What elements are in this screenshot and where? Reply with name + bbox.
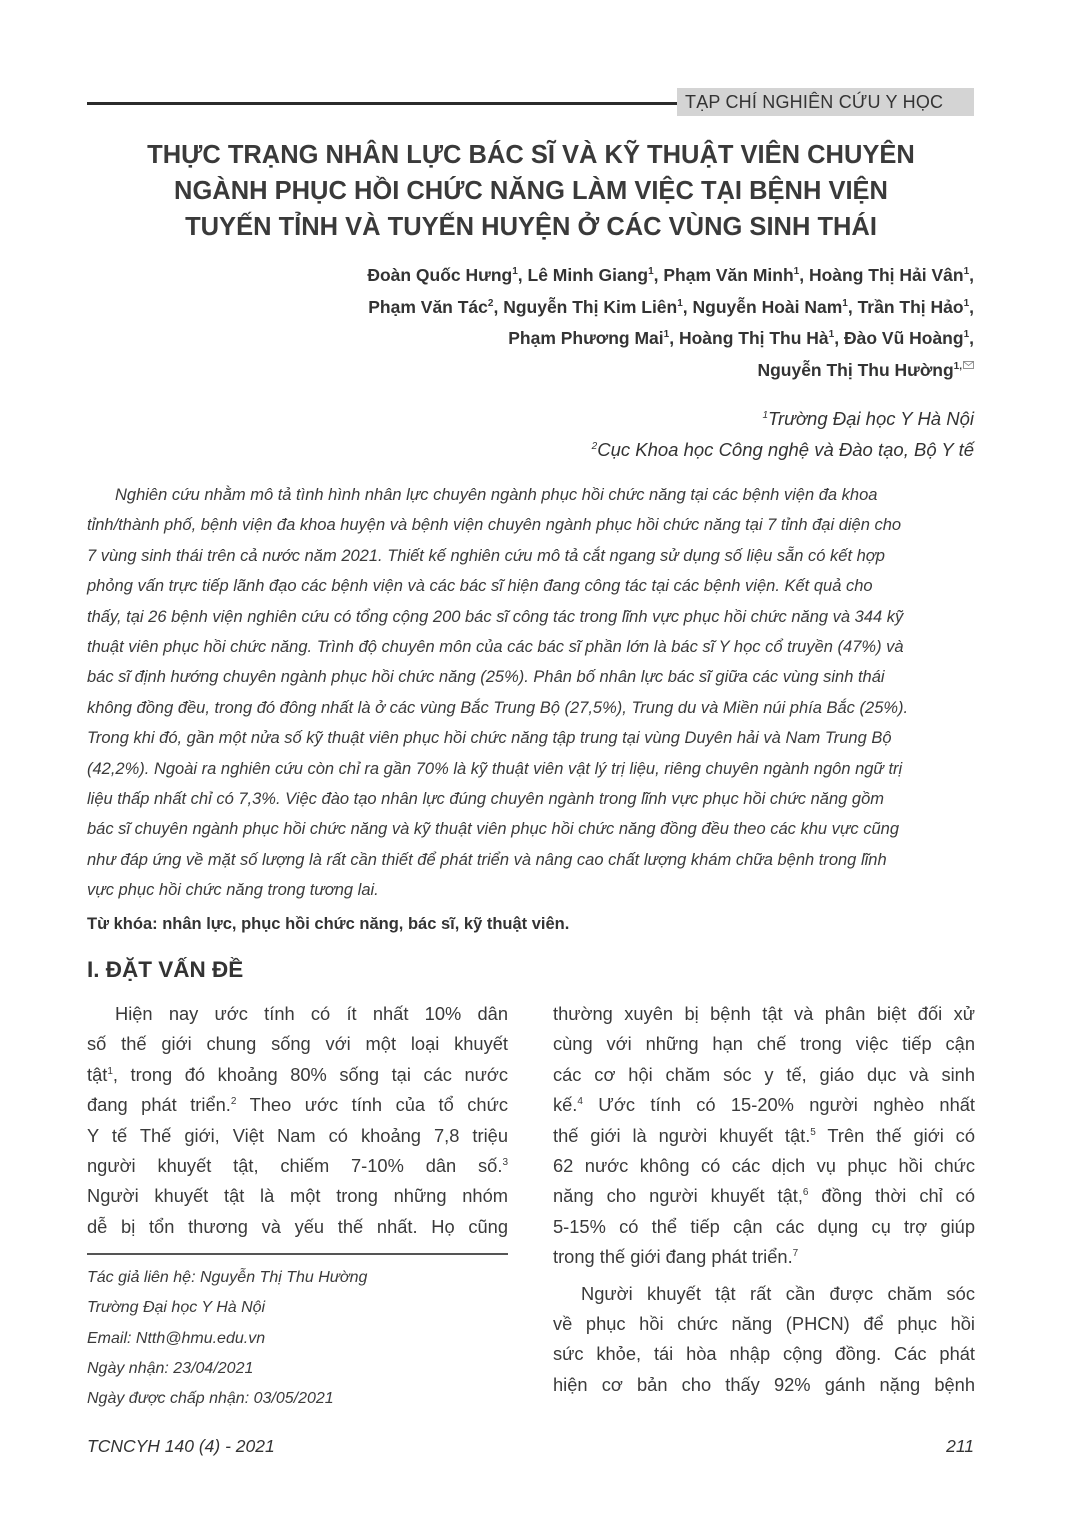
body-column-right (553, 999, 975, 1400)
body-text-line: tật$^1$, trong đó khoảng 80% sống tại các nước (87, 1063, 508, 1085)
correspondence-footnote (87, 1263, 508, 1414)
author-name: Trần Thị Hảo (857, 296, 964, 317)
body-text-line: hiện cơ bản cho thấy 92% gánh nặng bệnh (553, 1373, 975, 1395)
author-name: Nguyễn Thị Thu Hường (757, 359, 954, 380)
page-number: 211 (946, 1436, 974, 1456)
citation-mark: 1 (107, 1065, 113, 1077)
abstract-line: phỏng vấn trực tiếp lãnh đạo các bệnh viện và các bác sĩ hiện đang công tác tại các bệnh viện. Kết quả cho (87, 577, 873, 596)
author-line: Phạm Văn Tác$^2$, Nguyễn Thị Kim Liên$^1$, Nguyễn Hoài Nam$^1$, Trần Thị Hảo$^1$, (368, 296, 974, 317)
abstract-line: tỉnh/thành phố, bệnh viện đa khoa huyện và bệnh viện chuyên ngành phục hồi chức năng tại 7 tỉnh đại diện cho (87, 516, 902, 535)
body-text-line: năng cho người khuyết tật,$^6$ đồng thời chỉ có (553, 1185, 975, 1207)
author-affiliation-mark: 1, (953, 360, 962, 372)
author-affiliation-mark: 1 (648, 266, 654, 278)
author-affiliation-mark: 1 (963, 297, 970, 309)
body-text-line: thế giới là người khuyết tật.$^5$ Trên thế giới có (553, 1124, 975, 1146)
author-affiliation-mark: 1 (963, 329, 970, 341)
author-line: Phạm Phương Mai$^1$, Hoàng Thị Thu $Hà^1$, Đào Vũ Hoàng$^1$, (508, 328, 974, 348)
body-text-line: Hiện nay ước tính có ít nhất 10% dân (115, 1003, 508, 1024)
abstract-line: liệu thấp nhất chỉ có 7,3%. Việc đào tạo nhân lực đúng chuyên ngành trong lĩnh vực phục hồi chức năng gồm (87, 790, 885, 809)
footnote-line: Trường Đại học Y Hà Nội (87, 1299, 266, 1317)
body-text-line: thường xuyên bị bệnh tật và phân biệt đối xử (553, 1003, 975, 1024)
abstract-line: (42,2%). Ngoài ra nghiên cứu còn chỉ ra gần 70% là kỹ thuật viên vật lý trị liệu, riêng chuyên ngành ngôn ngữ trị (87, 759, 903, 778)
citation-mark: 4 (577, 1096, 583, 1108)
body-text-line: Người khuyết tật rất cần được chăm sóc (581, 1282, 975, 1304)
body-text-line: trong thế giới đang phát triển.$^7$ (553, 1246, 799, 1268)
author-name: Phạm Phương Mai (508, 328, 664, 348)
author-name: Phạm Văn Tác (368, 296, 488, 317)
article-title (87, 137, 975, 245)
title-line: THỰC TRẠNG NHÂN LỰC BÁC SĨ VÀ KỸ THUẬT VIÊN CHUYÊN (147, 141, 915, 169)
body-text-line: kế.$^4$ Ước tính có 15-20% người nghèo nhất (553, 1094, 975, 1116)
affiliation-2: $^2$Cục Khoa học Công nghệ và Đào tạo, Bộ Y tế (591, 439, 974, 460)
affiliations (374, 403, 974, 465)
author-affiliation-mark: 1 (793, 266, 800, 278)
title-line: NGÀNH PHỤC HỒI CHỨC NĂNG LÀM VIỆC TẠI BỆNH VIỆN (174, 177, 888, 205)
citation-mark: 5 (810, 1126, 816, 1138)
abstract-line: bác sĩ định hướng chuyên ngành phục hồi chức năng (25%). Phân bố nhân lực bác sĩ giữa các vùng sinh thái (87, 668, 885, 687)
body-text-line: số thế giới chung sống với một loại khuyết (87, 1033, 508, 1055)
body-text-line: dễ bị tổn thương và yếu thế nhất. Họ cũng (87, 1215, 508, 1237)
author-affiliation-mark: 2 (487, 297, 494, 309)
author-affiliation-mark: 1 (512, 266, 518, 278)
abstract-line: thuật viên phục hồi chức năng. Trình độ chuyên môn của các bác sĩ phần lớn là bác sĩ Y học cổ truyền (47%) và (87, 638, 904, 657)
abstract-line: Nghiên cứu nhằm mô tả tình hình nhân lực chuyên ngành phục hồi chức năng tại các bệnh viện đa khoa (115, 486, 878, 504)
body-text-line: sức khỏe, tái hòa nhập cộng đồng. Các phát (553, 1343, 975, 1365)
author-line: Đoàn Quốc Hưng$^1$, Lê Minh Giang$^1$, Phạm Văn Minh$^1$, Hoàng Thị Hải Vân$^1$, (367, 265, 974, 285)
author-name: Hoàng Thị Thu Hà (678, 328, 829, 348)
author-list (86, 260, 974, 386)
body-text-line: Y tế Thế giới, Việt Nam có khoảng 7,8 triệu (87, 1124, 508, 1146)
abstract-line: như đáp ứng về mặt số lượng là rất cần thiết để phát triển và nâng cao chất lượng khám chữa bệnh trong lĩnh (87, 850, 887, 869)
abstract-line: Trong khi đó, gần một nửa số kỹ thuật viên phục hồi chức năng tập trung tại vùng Duyên hải và Nam Trung Bộ (87, 729, 892, 748)
abstract-line: không đồng đều, trong đó đông nhất là ở các vùng Bắc Trung Bộ (27,5%), Trung du và Miền núi phía Bắc (25%). (87, 698, 909, 717)
citation-mark: 7 (792, 1248, 799, 1260)
abstract (87, 480, 975, 906)
citation-mark: 2 (230, 1096, 237, 1108)
author-name: Lê Minh Giang (527, 265, 649, 285)
title-line: TUYẾN TỈNH VÀ TUYẾN HUYỆN Ở CÁC VÙNG SINH THÁI (185, 213, 877, 241)
footnote-line: Email: Ntth@hmu.edu.vn (87, 1329, 266, 1347)
author-affiliation-mark: 1 (842, 297, 848, 309)
author-name: Đào Vũ Hoàng (843, 328, 964, 348)
author-name: Đoàn Quốc Hưng (367, 265, 513, 285)
footer-journal-issue: TCNCYH 140 (4) - 2021 (87, 1436, 275, 1456)
author-line (86, 355, 974, 387)
body-text-line: 62 nước không có các dịch vụ phục hồi chức (553, 1155, 975, 1177)
author-affiliation-mark: 1 (963, 266, 970, 278)
body-text-line: Người khuyết tật là một trong những nhóm (87, 1185, 508, 1207)
footnote-line: Tác giả liên hệ: Nguyễn Thị Thu Hường (87, 1269, 368, 1286)
body-text-line: các cơ hội chăm sóc y tế, giáo dục và sinh (553, 1063, 975, 1085)
body-text-line: người khuyết tật, chiếm 7-10% dân số.$^3$ (87, 1155, 508, 1177)
author-name: Nguyễn Thị Kim Liên (503, 296, 678, 317)
footnote-line: Ngày được chấp nhận: 03/05/2021 (87, 1390, 334, 1408)
body-text-line: cùng với những hạn chế trong việc tiếp cận (553, 1033, 975, 1055)
footnote-line: Ngày nhận: 23/04/2021 (87, 1359, 254, 1377)
footnote-rule (87, 1253, 508, 1255)
abstract-line: 7 vùng sinh thái trên cả nước năm 2021. Thiết kế nghiên cứu mô tả cắt ngang sử dụng số liệu sẵn có kết hợp (87, 546, 885, 565)
author-name: Phạm Văn Minh (663, 265, 794, 285)
author-name: Nguyễn Hoài Nam (692, 296, 843, 317)
keywords: Từ khóa: nhân lực, phục hồi chức năng, bác sĩ, kỹ thuật viên. (87, 915, 570, 933)
author-affiliation-mark: 1 (677, 297, 683, 309)
body-text-line: đang phát triển.$^2$ Theo ước tính của tổ chức (87, 1094, 508, 1116)
author-name: Hoàng Thị Hải Vân (808, 265, 964, 285)
mail-icon (963, 361, 974, 369)
header-rule (87, 102, 677, 105)
journal-tag: TẠP CHÍ NGHIÊN CỨU Y HỌC (677, 88, 974, 116)
affiliation-1: $^1$Trường Đại học Y Hà Nội (762, 408, 974, 429)
citation-mark: 6 (802, 1187, 809, 1199)
abstract-line: bác sĩ chuyên ngành phục hồi chức năng và kỹ thuật viên phục hồi chức năng đồng đều theo các khu vực cũng (87, 820, 899, 839)
author-affiliation-mark: 1 (663, 329, 670, 341)
body-text-line: về phục hồi chức năng (PHCN) để phục hồi (553, 1313, 975, 1335)
section-heading: I. ĐẶT VẤN ĐỀ (87, 957, 244, 982)
author-affiliation-mark: 1 (828, 329, 835, 341)
body-column-left (87, 999, 508, 1242)
abstract-line: vực phục hồi chức năng trong tương lai. (87, 881, 379, 900)
body-text-line: 5-15% có thể tiếp cận các dụng cụ trợ giúp (553, 1215, 975, 1237)
citation-mark: 3 (502, 1156, 508, 1168)
abstract-line: thấy, tại 26 bệnh viện nghiên cứu có tổng cộng 200 bác sĩ công tác trong lĩnh vực phục hồi chức năng và 344 kỹ (87, 607, 904, 626)
